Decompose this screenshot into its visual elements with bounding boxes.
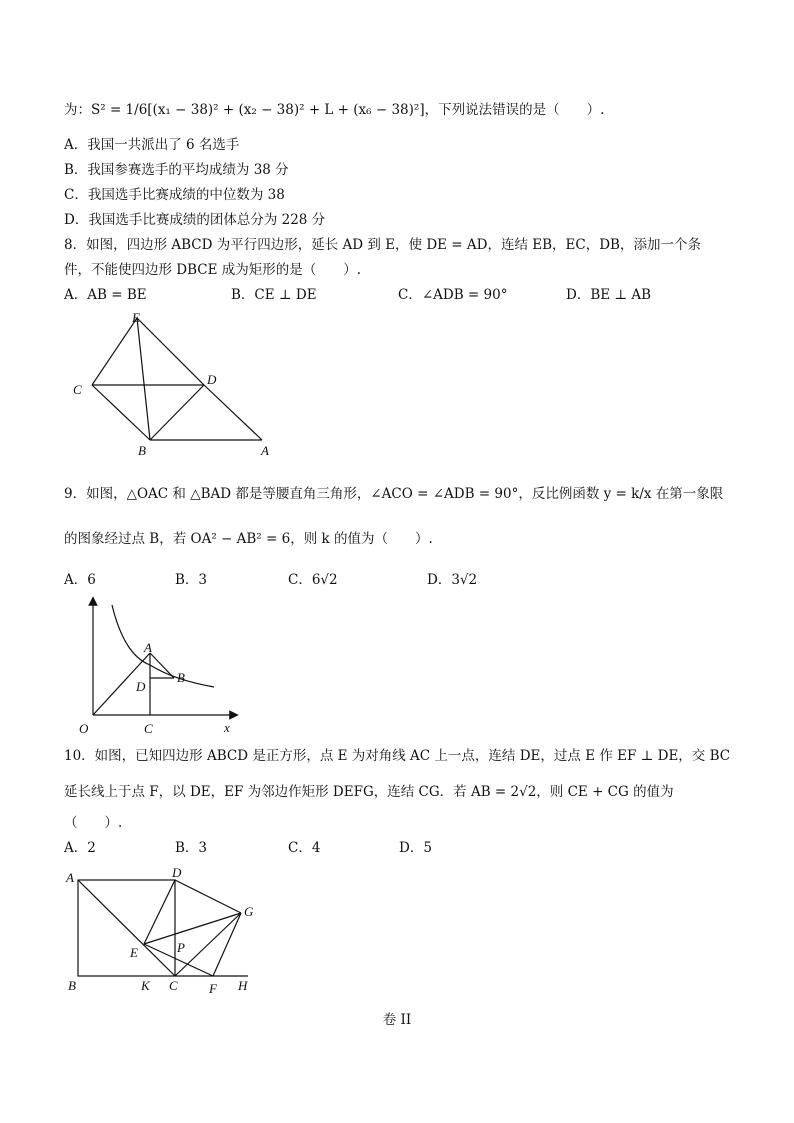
q8-stem-line1: 8．如图，四边形 ABCD 为平行四边形，延长 AD 到 E，使 DE = AD，连结 EB，EC，DB，添加一个条: [64, 237, 701, 253]
section-footer: 卷 II: [382, 1012, 412, 1028]
q10-label-g: G: [244, 904, 254, 919]
q8-option-d: D．BE ⊥ AB: [566, 287, 652, 303]
q9-label-o: O: [79, 721, 89, 736]
q10-option-d: D．5: [399, 840, 432, 856]
q9-option-b: B．3: [175, 572, 208, 588]
q10-option-c: C．4: [288, 840, 321, 856]
q10-stem-line3: （ ）.: [64, 815, 123, 831]
q9-option-c: C．6√2: [288, 572, 338, 588]
q10-option-b: B．3: [175, 840, 208, 856]
q10-label-e: E: [130, 945, 138, 960]
q8-option-a: A．AB = BE: [64, 287, 147, 303]
q7-variance-line: 为：S² = 1/6[(x₁ − 38)² + (x₂ − 38)² + L + (x₆ − 38)²]，下列说法错误的是（ ）.: [64, 102, 605, 118]
q10-option-a: A．2: [64, 840, 96, 856]
q10-stem-line2: 延长线上于点 F，以 DE，EF 为邻边作矩形 DEFG，连结 CG．若 AB = 2√2，则 CE + CG 的值为: [64, 784, 674, 800]
q7-option-c: C．我国选手比赛成绩的中位数为 38: [64, 187, 285, 203]
q9-label-c: C: [144, 721, 153, 736]
q9-axis-x-label: x: [224, 720, 230, 735]
q8-label-d: D: [207, 372, 217, 387]
q10-label-f: F: [209, 981, 217, 996]
q10-figure-square: [60, 862, 270, 997]
q10-label-p: P: [177, 940, 185, 955]
q10-label-b: B: [68, 978, 76, 993]
q10-stem-line1: 10．如图，已知四边形 ABCD 是正方形，点 E 为对角线 AC 上一点，连结 DE，过点 E 作 EF ⊥ DE，交 BC: [64, 748, 731, 764]
q9-label-d: D: [136, 679, 146, 694]
q9-option-d: D．3√2: [427, 572, 478, 588]
q9-figure-coordinate: [64, 595, 254, 740]
q8-figure-parallelogram: [64, 305, 284, 465]
q10-label-a: A: [66, 870, 74, 885]
q10-label-h: H: [238, 978, 248, 993]
q9-label-a: A: [144, 640, 152, 655]
q7-option-d: D．我国选手比赛成绩的团体总分为 228 分: [64, 212, 326, 228]
q9-stem-line1: 9．如图，△OAC 和 △BAD 都是等腰直角三角形，∠ACO = ∠ADB = 90°，反比例函数 y = k/x 在第一象限: [64, 486, 724, 502]
q8-label-b: B: [138, 443, 146, 458]
q8-option-c: C．∠ADB = 90°: [398, 287, 508, 303]
q8-label-c: C: [73, 382, 82, 397]
q8-label-e: E: [132, 310, 140, 325]
q8-option-b: B．CE ⊥ DE: [231, 287, 317, 303]
q9-option-a: A．6: [64, 572, 96, 588]
q9-stem-line2: 的图象经过点 B，若 OA² − AB² = 6，则 k 的值为（ ）.: [64, 531, 433, 547]
q8-stem-line2: 件，不能使四边形 DBCE 成为矩形的是（ ）.: [64, 262, 362, 278]
q10-label-c: C: [169, 978, 178, 993]
q9-label-b: B: [177, 670, 185, 685]
q7-option-b: B．我国参赛选手的平均成绩为 38 分: [64, 162, 289, 178]
q10-label-d: D: [172, 865, 182, 880]
q8-label-a: A: [261, 443, 269, 458]
q10-label-k: K: [141, 978, 150, 993]
q7-option-a: A．我国一共派出了 6 名选手: [64, 137, 240, 153]
